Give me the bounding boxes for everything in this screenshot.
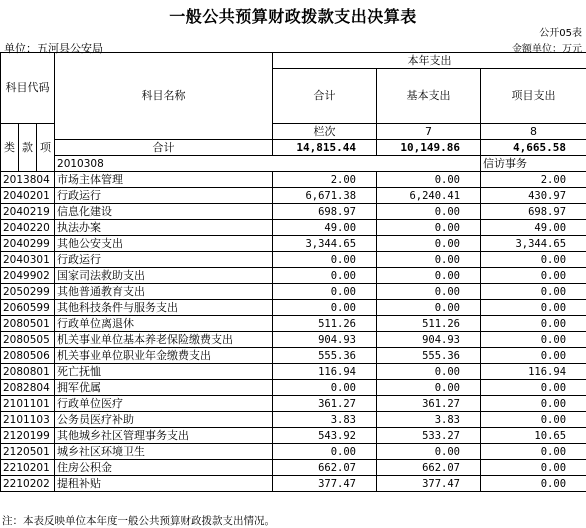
subject-code: 2210202 — [1, 476, 55, 492]
subject-name: 机关事业单位基本养老保险缴费支出 — [55, 332, 273, 348]
table-row — [1, 428, 586, 444]
subject-code: 2049902 — [1, 268, 55, 284]
header-name: 科目名称 — [55, 53, 273, 140]
subject-name: 行政运行 — [55, 188, 273, 204]
column-number-label: 栏次 — [273, 124, 377, 140]
header-kuan: 款 — [19, 124, 37, 172]
total-value: 698.97 — [273, 204, 377, 220]
project-value: 0.00 — [481, 316, 586, 332]
report-title: 一般公共预算财政拨款支出决算表 — [0, 4, 586, 27]
table-row — [1, 172, 586, 188]
subject-name: 行政运行 — [55, 252, 273, 268]
total-value: 0.00 — [273, 300, 377, 316]
total-value: 2.00 — [273, 172, 377, 188]
subject-code: 2101103 — [1, 412, 55, 428]
money-unit-label: 金额单位：万元 — [512, 40, 582, 55]
basic-sum: 10,149.86 — [377, 140, 481, 156]
total-value: 377.47 — [273, 476, 377, 492]
table-row — [1, 316, 586, 332]
basic-value: 0.00 — [377, 172, 481, 188]
basic-value: 0.00 — [377, 236, 481, 252]
basic-value: 0.00 — [377, 364, 481, 380]
total-value: 0.00 — [273, 252, 377, 268]
project-value: 0.00 — [481, 348, 586, 364]
total-value: 0.00 — [273, 444, 377, 460]
footnote: 注：本表反映单位本年度一般公共预算财政拨款支出情况。 — [2, 513, 275, 528]
project-value: 0.00 — [481, 476, 586, 492]
basic-value: 361.27 — [377, 396, 481, 412]
table-row — [1, 380, 586, 396]
basic-value: 0.00 — [377, 204, 481, 220]
table-row — [1, 348, 586, 364]
total-value: 6,671.38 — [273, 188, 377, 204]
table-row — [1, 236, 586, 252]
subject-name: 提租补贴 — [55, 476, 273, 492]
subject-name: 拥军优属 — [55, 380, 273, 396]
basic-value: 511.26 — [377, 316, 481, 332]
table-row — [1, 444, 586, 460]
total-sum: 14,815.44 — [273, 140, 377, 156]
table-row — [1, 188, 586, 204]
col8-number: 8 — [481, 124, 586, 140]
total-value: 0.00 — [273, 380, 377, 396]
project-value: 0.00 — [481, 252, 586, 268]
total-value: 543.92 — [273, 428, 377, 444]
subject-code: 2040201 — [1, 188, 55, 204]
project-value: 10.65 — [481, 428, 586, 444]
subject-code: 2080801 — [1, 364, 55, 380]
subject-code: 2120501 — [1, 444, 55, 460]
subject-code: 2210201 — [1, 460, 55, 476]
total-value: 0.00 — [273, 268, 377, 284]
subject-code: 2050299 — [1, 284, 55, 300]
subject-name: 公务员医疗补助 — [55, 412, 273, 428]
total-value: 904.93 — [273, 332, 377, 348]
basic-value: 0.00 — [377, 252, 481, 268]
subject-code: 2010308 — [55, 156, 481, 172]
total-value: 116.94 — [273, 364, 377, 380]
subject-name: 其他科技条件与服务支出 — [55, 300, 273, 316]
project-value: 0.00 — [481, 412, 586, 428]
subject-code: 2013804 — [1, 172, 55, 188]
total-value: 3.83 — [273, 412, 377, 428]
basic-value: 555.36 — [377, 348, 481, 364]
project-value: 3,344.65 — [481, 236, 586, 252]
subject-code: 2101101 — [1, 396, 55, 412]
table-row — [1, 156, 586, 172]
header-current-year: 本年支出 — [273, 53, 586, 69]
subject-code: 2040219 — [1, 204, 55, 220]
total-value: 511.26 — [273, 316, 377, 332]
project-sum: 4,665.58 — [481, 140, 586, 156]
header-lei: 类 — [1, 124, 19, 172]
subject-code: 2040301 — [1, 252, 55, 268]
header-code: 科目代码 — [1, 53, 55, 124]
subject-name: 市场主体管理 — [55, 172, 273, 188]
table-row — [1, 204, 586, 220]
project-value: 0.00 — [481, 300, 586, 316]
total-value: 662.07 — [273, 460, 377, 476]
project-value: 0.00 — [481, 284, 586, 300]
project-value: 49.00 — [481, 220, 586, 236]
basic-value: 377.47 — [377, 476, 481, 492]
project-value: 0.00 — [481, 460, 586, 476]
subject-name: 执法办案 — [55, 220, 273, 236]
table-row — [1, 252, 586, 268]
project-value: 0.00 — [481, 268, 586, 284]
col7-number: 7 — [377, 124, 481, 140]
subject-name: 其他公安支出 — [55, 236, 273, 252]
basic-value: 6,240.41 — [377, 188, 481, 204]
subject-name: 城乡社区环境卫生 — [55, 444, 273, 460]
project-value: 116.94 — [481, 364, 586, 380]
table-row — [1, 268, 586, 284]
project-value: 0.00 — [481, 332, 586, 348]
subject-name: 其他城乡社区管理事务支出 — [55, 428, 273, 444]
subject-name: 行政单位医疗 — [55, 396, 273, 412]
subject-code: 2060599 — [1, 300, 55, 316]
header-project: 项目支出 — [481, 69, 586, 124]
basic-value: 3.83 — [377, 412, 481, 428]
basic-value: 0.00 — [377, 380, 481, 396]
unit-label: 单位：五河县公安局 — [4, 40, 103, 56]
subject-code: 2080501 — [1, 316, 55, 332]
project-value: 0.00 — [481, 380, 586, 396]
subject-name: 机关事业单位职业年金缴费支出 — [55, 348, 273, 364]
table-row — [1, 220, 586, 236]
project-value: 698.97 — [481, 204, 586, 220]
basic-value: 0.00 — [377, 268, 481, 284]
subject-name: 死亡抚恤 — [55, 364, 273, 380]
subject-code: 2082804 — [1, 380, 55, 396]
basic-value: 662.07 — [377, 460, 481, 476]
sum-label: 合计 — [55, 140, 273, 156]
total-value: 3,344.65 — [273, 236, 377, 252]
header-total: 合计 — [273, 69, 377, 124]
subject-code: 2080506 — [1, 348, 55, 364]
subject-code: 2080505 — [1, 332, 55, 348]
subject-name: 行政单位离退休 — [55, 316, 273, 332]
project-value: 2.00 — [481, 172, 586, 188]
subject-name: 国家司法救助支出 — [55, 268, 273, 284]
header-xiang: 项 — [37, 124, 55, 172]
subject-code: 2040299 — [1, 236, 55, 252]
project-value: 0.00 — [481, 444, 586, 460]
table-row — [1, 460, 586, 476]
total-value: 0.00 — [273, 284, 377, 300]
form-number: 公开05表 — [539, 24, 582, 39]
subject-name: 信访事务 — [481, 156, 586, 172]
table-row — [1, 396, 586, 412]
basic-value: 533.27 — [377, 428, 481, 444]
basic-value: 0.00 — [377, 284, 481, 300]
basic-value: 0.00 — [377, 220, 481, 236]
table-row — [1, 284, 586, 300]
total-value: 555.36 — [273, 348, 377, 364]
subject-name: 其他普通教育支出 — [55, 284, 273, 300]
table-row — [1, 412, 586, 428]
total-value: 361.27 — [273, 396, 377, 412]
header-basic: 基本支出 — [377, 69, 481, 124]
subject-code: 2120199 — [1, 428, 55, 444]
table-row — [1, 332, 586, 348]
project-value: 0.00 — [481, 396, 586, 412]
table-row — [1, 364, 586, 380]
table-row — [1, 300, 586, 316]
basic-value: 0.00 — [377, 300, 481, 316]
subject-code: 2040220 — [1, 220, 55, 236]
expenditure-table — [0, 52, 586, 492]
basic-value: 0.00 — [377, 444, 481, 460]
subject-name: 住房公积金 — [55, 460, 273, 476]
total-value: 49.00 — [273, 220, 377, 236]
table-row — [1, 476, 586, 492]
basic-value: 904.93 — [377, 332, 481, 348]
project-value: 430.97 — [481, 188, 586, 204]
subject-name: 信息化建设 — [55, 204, 273, 220]
